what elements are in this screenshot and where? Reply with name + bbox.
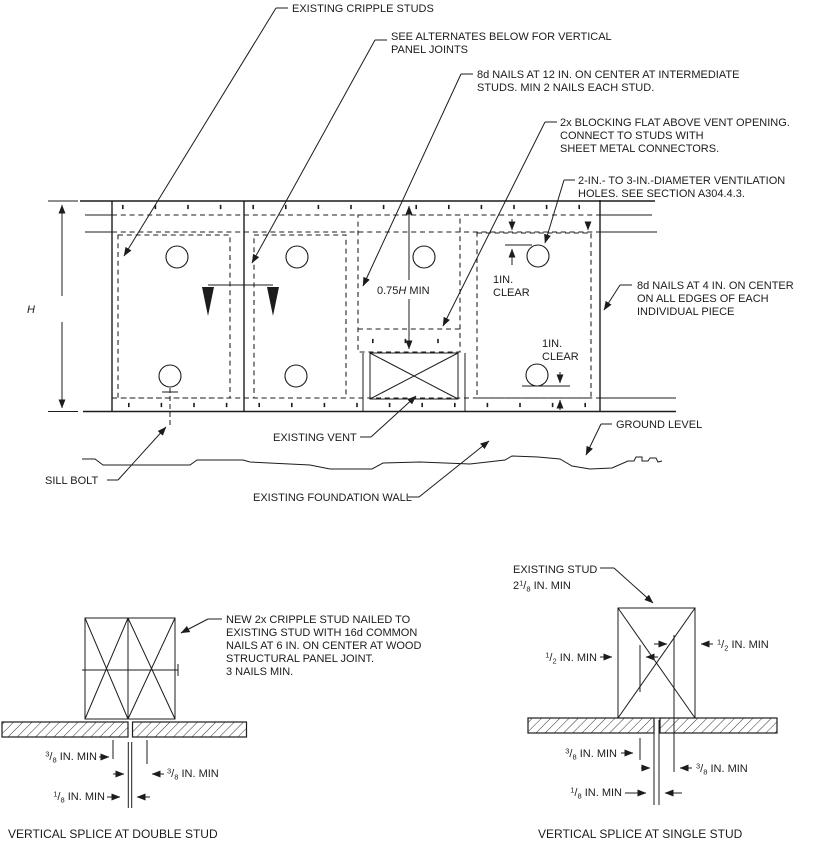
dim-38-left: $^3/_8$ IN. MIN <box>45 749 97 765</box>
vent-hole <box>526 364 548 386</box>
label-new-stud-2: EXISTING STUD WITH 16d COMMON <box>226 627 418 639</box>
leader-vent-holes <box>545 180 564 243</box>
ventilation-holes <box>159 245 549 387</box>
leader-cripple-studs <box>124 8 276 256</box>
foundation-hatch-left <box>2 722 128 737</box>
vent-hole <box>286 246 308 268</box>
dim-18-2: $^1/_8$ IN. MIN <box>570 785 622 801</box>
foundation-hatch-left2 <box>528 718 654 733</box>
leader-existing-vent <box>371 396 416 437</box>
leader-new-stud <box>181 619 208 633</box>
label-nails12-1: 8d NAILS AT 12 IN. ON CENTER AT INTERMEDIATE <box>477 69 740 81</box>
leader-ground-level <box>586 424 601 455</box>
label-existing-stud: EXISTING STUD <box>513 564 598 576</box>
dim-38-right2: $^3/_8$ IN. MIN <box>696 761 748 777</box>
vent-box <box>370 353 458 399</box>
dim-38-left2: $^3/_8$ IN. MIN <box>565 746 617 762</box>
dim-wall-height <box>27 201 78 412</box>
dim-1in-lower-line2: CLEAR <box>542 351 579 363</box>
leader-sill-bolt <box>118 427 166 480</box>
detail-single-stud <box>513 564 777 841</box>
label-ground-level: GROUND LEVEL <box>616 419 703 431</box>
label-nails4-1: 8d NAILS AT 4 IN. ON CENTER <box>637 280 794 292</box>
wall-elevation <box>27 200 676 428</box>
panel-4 <box>477 233 591 398</box>
label-blocking-2: CONNECT TO STUDS WITH <box>560 130 704 142</box>
leader-nails-4 <box>604 285 620 310</box>
dim-12-right: $^1/_2$ IN. MIN <box>717 637 769 653</box>
label-ventholes-2: HOLES. SEE SECTION A304.4.3. <box>578 188 745 200</box>
vent-hole <box>159 365 181 387</box>
vent-hole <box>285 365 307 387</box>
panel-joint-marker <box>202 285 279 316</box>
dim-1in-upper-line2: CLEAR <box>493 287 530 299</box>
label-ventholes-1: 2-IN.- TO 3-IN.-DIAMETER VENTILATION <box>578 175 786 187</box>
leader-nails-12 <box>363 74 461 286</box>
label-cripple-studs: EXISTING CRIPPLE STUDS <box>292 3 434 15</box>
vent-hole <box>166 246 188 268</box>
dim-1in-lower-line1: 1IN. <box>542 338 563 350</box>
label-foundation: EXISTING FOUNDATION WALL <box>253 492 412 504</box>
label-new-stud-3: NAILS AT 6 IN. ON CENTER AT WOOD <box>226 640 422 652</box>
dim-1in-clear-lower <box>522 338 579 410</box>
dim-1in-clear-upper <box>493 219 588 299</box>
label-existing-vent: EXISTING VENT <box>273 432 357 444</box>
label-new-stud-4: STRUCTURAL PANEL JOINT. <box>226 653 375 665</box>
label-nails12-2: STUDS. MIN 2 NAILS EACH STUD. <box>477 82 655 94</box>
label-new-stud-1: NEW 2x CRIPPLE STUD NAILED TO <box>226 614 411 626</box>
panel-1 <box>118 235 230 398</box>
vent-hole <box>527 245 549 267</box>
callout-texts <box>45 3 794 504</box>
label-existing-stud-min: $2^1/_8$ IN. MIN <box>513 578 571 594</box>
label-blocking-1: 2x BLOCKING FLAT ABOVE VENT OPENING. <box>560 117 790 129</box>
caption-single-stud: VERTICAL SPLICE AT SINGLE STUD <box>538 827 743 841</box>
foundation-hatch-right <box>133 722 247 737</box>
label-alternates-1: SEE ALTERNATES BELOW FOR VERTICAL <box>391 31 612 43</box>
panel-2 <box>254 235 346 398</box>
label-new-stud-5: 3 NAILS MIN. <box>226 666 294 678</box>
dim-h-label: H <box>27 304 35 316</box>
label-nails4-3: INDIVIDUAL PIECE <box>637 306 735 318</box>
sill-bolt-symbol <box>162 388 178 428</box>
dim-12-left: $^1/_2$ IN. MIN <box>545 650 597 666</box>
label-blocking-3: SHEET METAL CONNECTORS. <box>560 143 720 155</box>
leader-existing-stud <box>614 568 653 603</box>
dim-18: $^1/_8$ IN. MIN <box>53 789 105 805</box>
ground-wavy-line <box>82 456 662 469</box>
dim-38-right: $^3/_8$ IN. MIN <box>167 766 219 782</box>
label-alternates-2: PANEL JOINTS <box>391 44 469 56</box>
dim-075h <box>377 206 430 349</box>
foundation-hatch-right2 <box>660 718 777 733</box>
ground-line-group <box>82 456 662 469</box>
leader-foundation <box>419 441 489 497</box>
vent-hole <box>413 246 435 268</box>
label-nails4-2: ON ALL EDGES OF EACH <box>637 293 769 305</box>
label-sill-bolt: SILL BOLT <box>45 475 99 487</box>
detail-double-stud <box>2 614 421 841</box>
caption-double-stud: VERTICAL SPLICE AT DOUBLE STUD <box>8 827 218 841</box>
dim-075h-label: 0.75H MIN <box>377 285 430 297</box>
dim-1in-upper-line1: 1IN. <box>493 274 514 286</box>
leader-alternates <box>252 40 375 263</box>
